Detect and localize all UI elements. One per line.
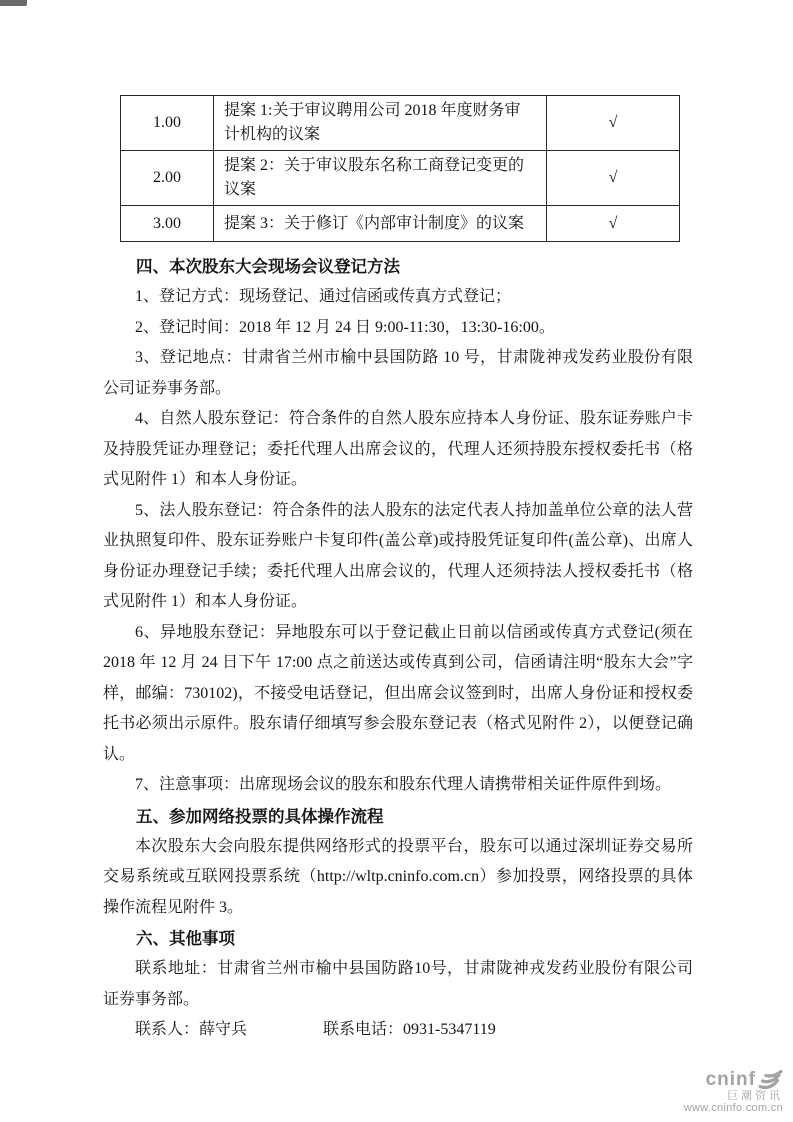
contact-phone: 联系电话：0931-5347119 — [323, 1021, 496, 1038]
vote-check-cell: √ — [547, 206, 680, 242]
proposal-text-cell: 提案 3：关于修订《内部审计制度》的议案 — [214, 206, 547, 242]
cninfo-swirl-icon — [758, 1070, 783, 1090]
proposal-code-cell: 3.00 — [121, 206, 214, 242]
para-corporate-shareholder: 5、法人股东登记：符合条件的法人股东的法定代表人持加盖单位公章的法人营业执照复印件、股东证券账户卡复印件(盖公章)或持股凭证复印件(盖公章)、出席人身份证办理登记手续；委托代理人出席会议的，代理人还须持法人授权委托书（格式见附件 1）和本人身份证。 — [103, 501, 693, 610]
para-contact-address: 联系地址：甘肃省兰州市榆中县国防路10号，甘肃陇神戎发药业股份有限公司证券事务部。 — [103, 960, 693, 1008]
proposal-code-cell: 2.00 — [121, 151, 214, 206]
cninfo-logo — [684, 1069, 783, 1115]
document-content — [103, 95, 693, 1046]
cninfo-logo-row — [684, 1069, 783, 1091]
table-row — [121, 96, 680, 151]
vote-check-cell: √ — [547, 96, 680, 151]
para-registration-method: 1、登记方式：现场登记、通过信函或传真方式登记； — [135, 288, 512, 305]
section-online-voting-heading: 五、参加网络投票的具体操作流程 — [136, 806, 384, 826]
para-remote-shareholder: 6、异地股东登记：异地股东可以于登记截止日前以信函或传真方式登记(须在 2018 年 12 月 24 日下午 17:00 点之前送达或传真到公司，信函请注明“股东大会”字样，邮编：730102)，不接受电话登记，但出席会议签到时，出席人身份证和授权委托书必须出示原件。股东请仔细填写参会股东登记表（格式见附件 2），以便登记确认。 — [103, 623, 693, 763]
table-row — [121, 151, 680, 206]
para-online-voting: 本次股东大会向股东提供网络形式的投票平台，股东可以通过深圳证券交易所交易系统或互联网投票系统（http://wltp.cninfo.com.cn）参加投票，网络投票的具体操作流程见附件 3。 — [103, 837, 693, 916]
section-other-heading: 六、其他事项 — [136, 929, 235, 948]
para-registration-time: 2、登记时间：2018 年 12 月 24 日 9:00-11:30，13:30-16:00。 — [135, 318, 555, 336]
cninfo-brand-text: cninf — [705, 1068, 756, 1090]
cninfo-chinese-name: 巨潮资讯 — [727, 1089, 783, 1102]
table-row — [121, 206, 680, 242]
para-notice: 7、注意事项：出席现场会议的股东和股东代理人请携带相关证件原件到场。 — [135, 776, 672, 793]
contact-line — [103, 1015, 693, 1046]
scan-artifact — [0, 0, 27, 6]
proposal-table — [120, 95, 680, 242]
para-individual-shareholder: 4、自然人股东登记：符合条件的自然人股东应持本人身份证、股东证券账户卡及持股凭证办理登记；委托代理人出席会议的，代理人还须持股东授权委托书（格式见附件 1）和本人身份证。 — [103, 410, 693, 488]
proposal-text-cell: 提案 2：关于审议股东名称工商登记变更的议案 — [214, 151, 547, 206]
proposal-code-cell: 1.00 — [121, 96, 214, 151]
para-registration-location: 3、登记地点：甘肃省兰州市榆中县国防路 10 号，甘肃陇神戎发药业股份有限公司证券事务部。 — [103, 349, 693, 397]
proposal-text-cell: 提案 1:关于审议聘用公司 2018 年度财务审计机构的议案 — [214, 96, 547, 151]
vote-check-cell: √ — [547, 151, 680, 206]
section-registration-heading: 四、本次股东大会现场会议登记方法 — [136, 257, 400, 276]
cninfo-url: www.cninfo.com.cn — [683, 1102, 783, 1115]
contact-person: 联系人：薛守兵 — [135, 1021, 248, 1038]
